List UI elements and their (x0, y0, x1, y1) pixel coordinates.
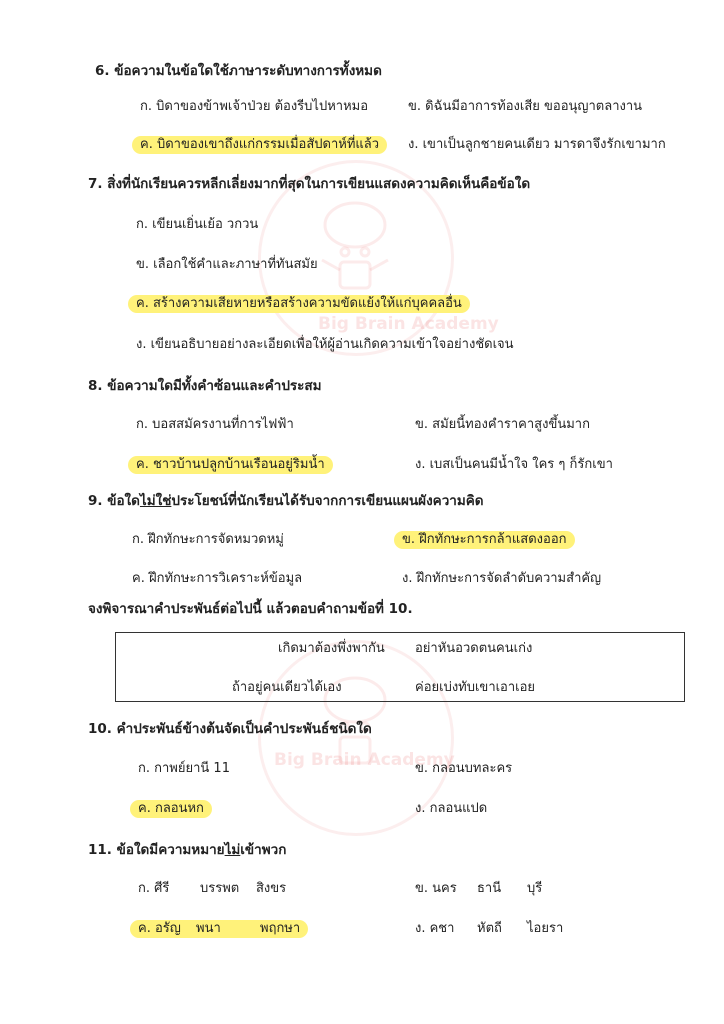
poem-line2-second: ค่อยเบ่งทับเขาเอาเอย (415, 680, 536, 695)
q6-choice-c-highlighted[interactable]: ค. บิดาของเขาถึงแก่กรรมเมื่อสัปดาห์ที่แล้ว (132, 136, 387, 154)
q7-choice-a[interactable]: ก. เขียนเยิ่นเย้อ วกวน (136, 217, 259, 232)
watermark-text-bottom: Big Brain Academy (274, 750, 455, 770)
instruction-text: จงพิจารณาคำประพันธ์ต่อไปนี้ แล้วตอบคำถามข้อที่ 10. (88, 601, 413, 617)
watermark-text-top: Big Brain Academy (318, 314, 499, 334)
q11-d-word2: หัตถี (477, 921, 502, 936)
q11-choice-c-highlighted[interactable] (130, 920, 308, 938)
q9-title-underlined: ไม่ใช่ (139, 493, 172, 509)
q9-choice-b-highlighted[interactable]: ข. ฝึกทักษะการกล้าแสดงออก (394, 531, 575, 549)
q11-a-word2: บรรพต (200, 881, 240, 896)
q11-c-word1: ค. อรัญ (138, 921, 181, 936)
q11-d-word1: ง. คชา (415, 921, 455, 936)
q11-a-word3: สิงขร (256, 881, 287, 896)
q11-title-post: เข้าพวก (240, 842, 287, 858)
q11-choice-a[interactable] (138, 880, 286, 898)
q10-choice-b[interactable]: ข. กลอนบทละคร (415, 761, 513, 776)
q9-choice-a[interactable]: ก. ฝึกทักษะการจัดหมวดหมู่ (132, 532, 284, 547)
question-10-title: 10. คำประพันธ์ข้างต้นจัดเป็นคำประพันธ์ชนิดใด (88, 721, 372, 737)
q11-choice-d[interactable] (415, 920, 563, 938)
poem-box (115, 632, 685, 702)
question-7-title: 7. สิ่งที่นักเรียนควรหลีกเลี่ยงมากที่สุดในการเขียนแสดงความคิดเห็นคือข้อใด (88, 176, 531, 192)
q11-c-word2: พนา (196, 921, 221, 936)
q10-choice-a[interactable]: ก. กาพย์ยานี 11 (138, 761, 230, 776)
q11-title-pre: 11. ข้อใดมีความหมาย (88, 842, 225, 858)
q9-choice-d[interactable]: ง. ฝึกทักษะการจัดลำดับความสำคัญ (402, 571, 602, 586)
q8-choice-d[interactable]: ง. เบสเป็นคนมีน้ำใจ ใคร ๆ ก็รักเขา (415, 457, 613, 472)
q11-choice-b[interactable] (415, 880, 542, 898)
q6-choice-b[interactable]: ข. ดิฉันมีอาการท้องเสีย ขออนุญาตลางาน (408, 99, 643, 114)
question-11-title (88, 841, 286, 859)
question-9-title (88, 492, 484, 510)
q11-b-word3: บุรี (527, 881, 543, 896)
q11-title-underlined: ไม่ (224, 842, 241, 858)
brain-mascot-icon (300, 190, 410, 300)
q9-choice-c[interactable]: ค. ฝึกทักษะการวิเคราะห์ข้อมูล (132, 571, 303, 586)
question-6-title: 6. ข้อความในข้อใดใช้ภาษาระดับทางการทั้งหมด (95, 63, 382, 79)
q8-choice-c-highlighted[interactable]: ค. ชาวบ้านปลูกบ้านเรือนอยู่ริมน้ำ (128, 456, 333, 474)
q10-choice-d[interactable]: ง. กลอนแปด (415, 801, 488, 816)
q11-a-word1: ก. ศีรี (138, 881, 170, 896)
q8-choice-a[interactable]: ก. บอสสมัครงานที่การไฟฟ้า (136, 417, 294, 432)
q8-choice-b[interactable]: ข. สมัยนี้ทองคำราคาสูงขึ้นมาก (415, 417, 590, 432)
q10-choice-c-highlighted[interactable]: ค. กลอนหก (130, 800, 212, 818)
q7-choice-b[interactable]: ข. เลือกใช้คำและภาษาที่ทันสมัย (136, 257, 318, 272)
question-8-title: 8. ข้อความใดมีทั้งคำซ้อนและคำประสม (88, 378, 322, 394)
q9-title-pre: 9. ข้อใด (88, 493, 140, 509)
q11-b-word1: ข. นคร (415, 881, 457, 896)
poem-line2-first: ถ้าอยู่คนเดียวได้เอง (232, 680, 342, 695)
q7-choice-c-highlighted[interactable]: ค. สร้างความเสียหายหรือสร้างความขัดแย้งให้แก่บุคคลอื่น (128, 295, 470, 313)
q9-title-post: ประโยชน์ที่นักเรียนได้รับจากการเขียนแผนผังความคิด (171, 493, 484, 509)
poem-line1-first: เกิดมาต้องพึ่งพากัน (278, 641, 385, 656)
q11-d-word3: ไอยรา (527, 921, 564, 936)
q11-c-word3: พฤกษา (260, 921, 301, 936)
q11-b-word2: ธานี (477, 881, 502, 896)
q7-choice-d[interactable]: ง. เขียนอธิบายอย่างละเอียดเพื่อให้ผู้อ่านเกิดความเข้าใจอย่างชัดเจน (136, 337, 514, 352)
q6-choice-d[interactable]: ง. เขาเป็นลูกชายคนเดียว มารดาจึงรักเขามาก (408, 137, 666, 152)
poem-line1-second: อย่าหันอวดตนคนเก่ง (415, 641, 533, 656)
q6-choice-a[interactable]: ก. บิดาของข้าพเจ้าป่วย ต้องรีบไปหาหมอ (140, 99, 369, 114)
